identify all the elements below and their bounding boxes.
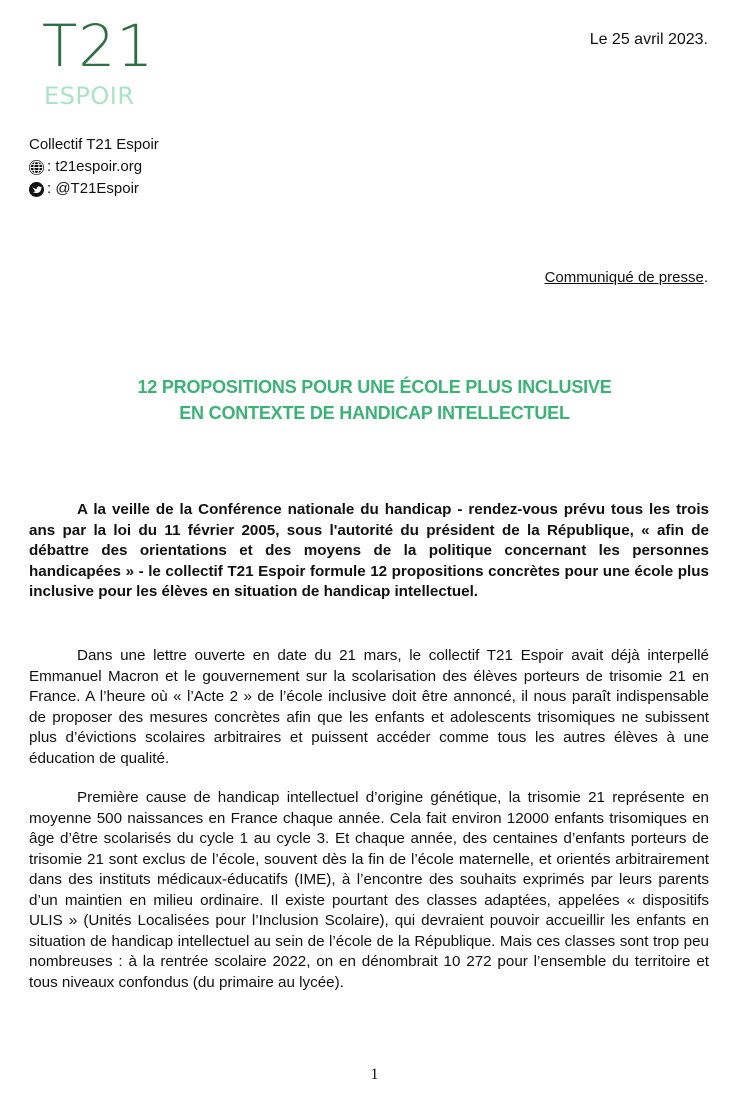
logo-espoir: ESPOIR	[44, 82, 135, 110]
intro-text: A la veille de la Conférence nationale du handicap - rendez-vous prévu tous les trois ans par la loi du 11 février 2005, sous l'autorité du président de la République, « afin de débattre des orientations et des moyens de la politique concernant les personnes handicapées » - le collectif T21 Espoir formule 12 propositions concrètes pour une école plus inclusive pour les élèves en situation de handicap intellectuel.	[29, 501, 709, 600]
contact-name-text: Collectif T21 Espoir	[29, 136, 159, 153]
globe-icon	[29, 160, 44, 175]
twitter-handle[interactable]: : @T21Espoir	[47, 180, 139, 197]
page-number: 1	[370, 1066, 379, 1083]
website-link[interactable]: : t21espoir.org	[47, 158, 143, 175]
paragraph-1-text: Dans une lettre ouverte en date du 21 mars, le collectif T21 Espoir avait déjà interpellé Emmanuel Macron et le gouvernement sur la scolarisation des élèves porteurs de trisomie 21 en France. A l’heure où « l’Acte 2 » de l’école inclusive doit être annoncé, il nous paraît indispensable de proposer des mesures concrètes afin que les enfants et adolescents trisomiques ne subissent plus d’évictions scolaires arbitraires et puissent accéder comme tous les autres élèves à une éducation de qualité.	[29, 647, 709, 767]
document-title	[0, 374, 749, 426]
logo-t21: T21	[42, 12, 155, 80]
contact-twitter[interactable]	[29, 178, 159, 200]
press-label-text: Communiqué de presse	[544, 269, 704, 286]
press-release-label	[545, 268, 708, 288]
contact-website[interactable]	[29, 156, 159, 178]
title-line-2: EN CONTEXTE DE HANDICAP INTELLECTUEL	[179, 403, 570, 423]
body-paragraph-2	[29, 788, 709, 993]
contact-block	[29, 134, 159, 200]
document-date: Le 25 avril 2023.	[589, 31, 708, 48]
paragraph-2-text: Première cause de handicap intellectuel d’origine génétique, la trisomie 21 représente en moyenne 500 naissances en France chaque année. Cela fait environ 12000 enfants trisomiques en âge d’être scolarisés du cycle 1 au cycle 3. Et chaque année, des centaines d’enfants porteurs de trisomie 21 sont exclus de l’école, souvent dès la fin de l’école maternelle, et orientés arbitrairement dans des instituts médicaux-éducatifs (IME), à l’encontre des souhaits exprimés par leurs parents d’un maintien en milieu ordinaire. Il existe pourtant des classes adaptées, appelées « dispositifs ULIS » (Unités Localisées pour l’Inclusion Scolaire), qui devraient pouvoir accueillir les enfants en situation de handicap intellectuel au sein de l’école de la République. Mais ces classes sont trop peu nombreuses : à la rentrée scolaire 2022, on en dénombrait 10 272 pour l’ensemble du territoire et tous niveaux confondus (du primaire au lycée).	[29, 789, 709, 991]
intro-paragraph	[29, 500, 709, 603]
title-line-1: 12 PROPOSITIONS POUR UNE ÉCOLE PLUS INCLUSIVE	[137, 377, 612, 397]
twitter-icon	[29, 182, 44, 197]
contact-name	[29, 134, 159, 156]
press-label-suffix: .	[703, 269, 708, 286]
body-paragraph-1	[29, 646, 709, 769]
